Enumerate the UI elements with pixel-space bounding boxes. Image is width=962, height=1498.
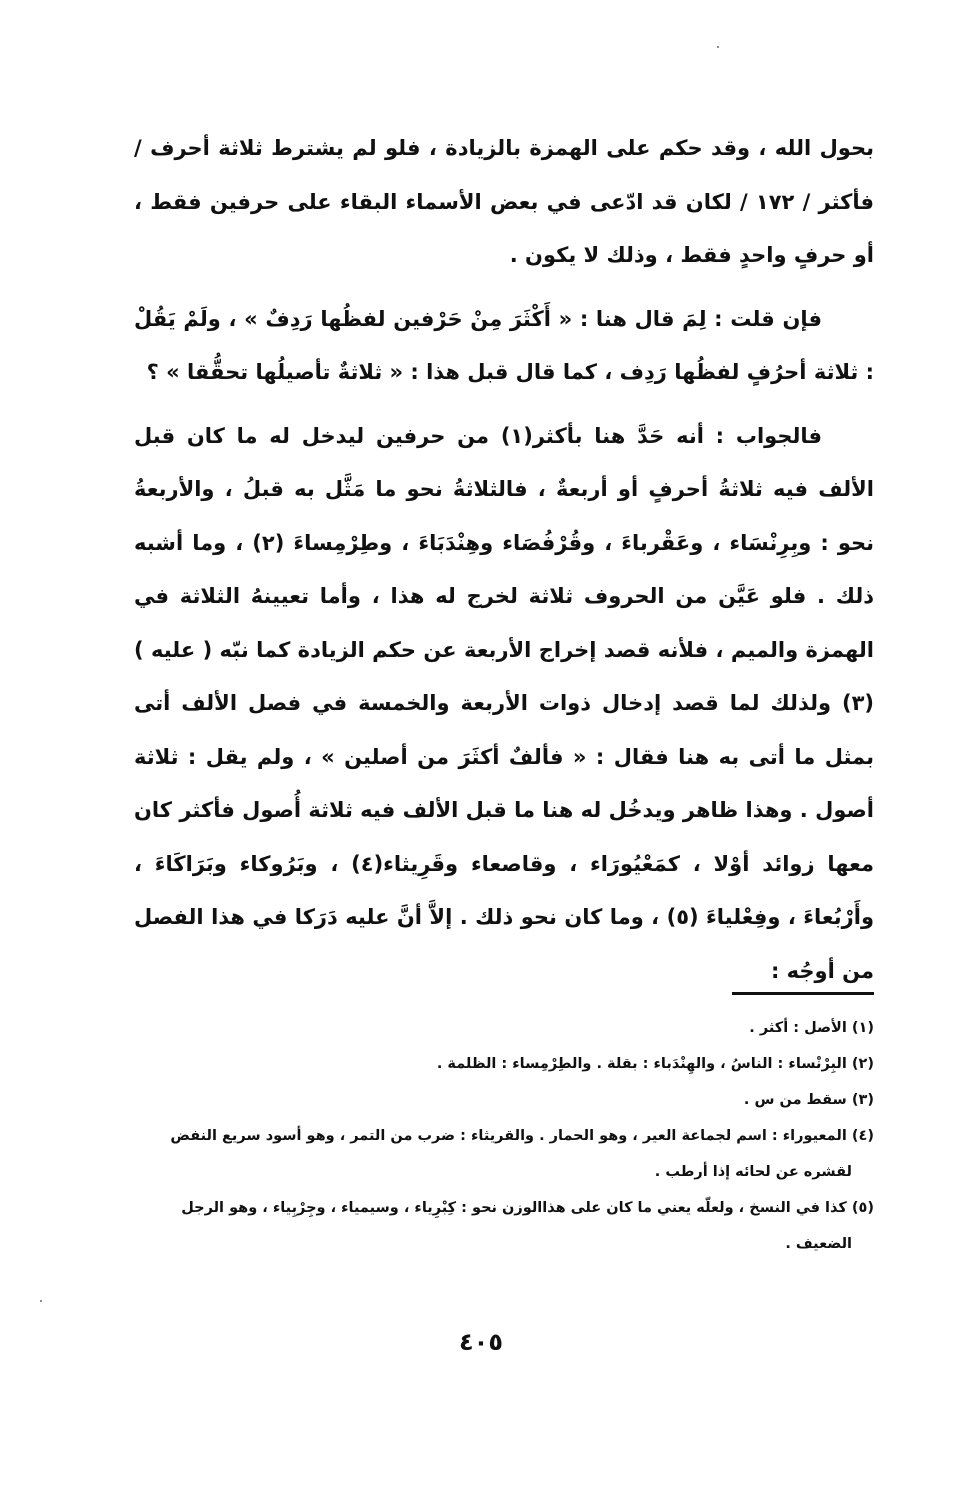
text-line: لكان قد ادّعى في بعض الأسماء البقاء على حرفين فقط ، أو حرفٍ واحدٍ فقط ، (134, 189, 874, 267)
footnote-4 (134, 1118, 874, 1154)
footnote-1: (١) الأصل : أكثر . (749, 1020, 874, 1036)
text-line: عَيَّن من الحروف ثلاثة لخرج له هذا ، وأما تعيينهُ الثلاثة في الهمزة والميم ، (134, 584, 875, 662)
main-text (134, 122, 874, 998)
text-line: عليه دَرَكا في هذا الفصل من أوجُه : (134, 905, 874, 983)
scan-speck (717, 46, 719, 48)
text-line: وقَرِيثاء(٤) ، وبَرُوكاء وبَرَاكَاءَ ، وأَرْبُعاءَ ، وفِعْلياءَ (٥) ، وما كان نحو ذلك . إلاَّ أنَّ (134, 851, 875, 929)
paragraph-2 (134, 293, 874, 400)
paragraph-1 (134, 122, 874, 283)
text-line: إدخال ذوات الأربعة والخمسة في فصل الألف أتى بمثل ما أتى به هنا فقال : « (134, 691, 874, 769)
text-line: قبل الألف فيه ثلاثة أُصول فأكثر كان معها زوائد أوْلا ، كمَعْيُورَاء ، وقاصعاء (134, 798, 874, 876)
footnote-2: (٢) البِرْنْساء : الناسُ ، والهِنْدَباء : بقلة . والطِرْمِساء : الظلمة . (436, 1056, 874, 1072)
footnote-5-continuation: الضعيف . (785, 1236, 852, 1252)
text-line: بحول الله ، وقد حكم على الهمزة بالزيادة ، فلو لم يشترط ثلاثة أحرف / فأكثر / ١٧٢ / (134, 136, 874, 214)
text-line: فالجواب : أنه حَدَّ هنا بأكثر(١) من حرفين ليدخل له ما كان قبل الألف (134, 423, 874, 501)
footnote-divider (732, 992, 874, 995)
paragraph-3 (134, 410, 874, 999)
footnote-3: (٣) سقط من س . (743, 1092, 874, 1108)
text-line: أحرُفٍ لفظُها رَدِف ، كما قال قبل هذا : « ثلاثةٌ تأصيلُها تحقُّقا » ؟ (146, 360, 807, 384)
text-line: فإن قلت : لِمَ قال هنا : « أَكْثَرَ مِنْ حَرْفين لفظُها رَدِفٌ » ، ولَمْ يَقُلْ : ثلاثة (134, 306, 874, 384)
text-line: فلأنه قصد إخراج الأربعة عن حكم الزيادة كما نبّه ( عليه )(٣) ولذلك لما قصد (134, 637, 875, 715)
footnote-4-line-1: (٤) المعيوراء : اسم لجماعة العير ، وهو الحمار . والقريثاء : ضرب من التمر ، وهو أسود سريع النفض (170, 1128, 874, 1144)
footnote-4-continuation: لقشره عن لحائه إذا أرطب . (654, 1164, 852, 1180)
page-number: ٤٠٥ (459, 1328, 503, 1356)
footnote-5-line-1: (٥) كذا في النسخ ، ولعلّه يعني ما كان على هذاالوزن نحو : كِبْرِياء ، وسيمياء ، وجِرْبِياء ، وهو الرجل (181, 1200, 874, 1216)
text-line: فيه ثلاثةُ أحرفٍ أو أربعةٌ ، فالثلاثةُ نحو ما مَثَّل به قبلُ ، والأربعةُ نحو : (134, 477, 875, 555)
text-line: وذلك لا يكون . (509, 243, 658, 267)
footnote-5 (134, 1190, 874, 1226)
scan-speck (40, 1300, 42, 1302)
text-line: وبِرِنْسَاء ، وعَقْرباءَ ، وقُرْفُصَاء وهِنْدَبَاءَ ، وطِرْمِساءَ (٢) ، وما أشبه ذلك . فلو (134, 530, 874, 608)
text-line: فألفٌ أكثَرَ من أصلين » ، ولم يقل : ثلاثة أصول . وهذا ظاهر ويدخُل له هنا ما (134, 744, 874, 822)
footnotes (134, 1010, 874, 1262)
